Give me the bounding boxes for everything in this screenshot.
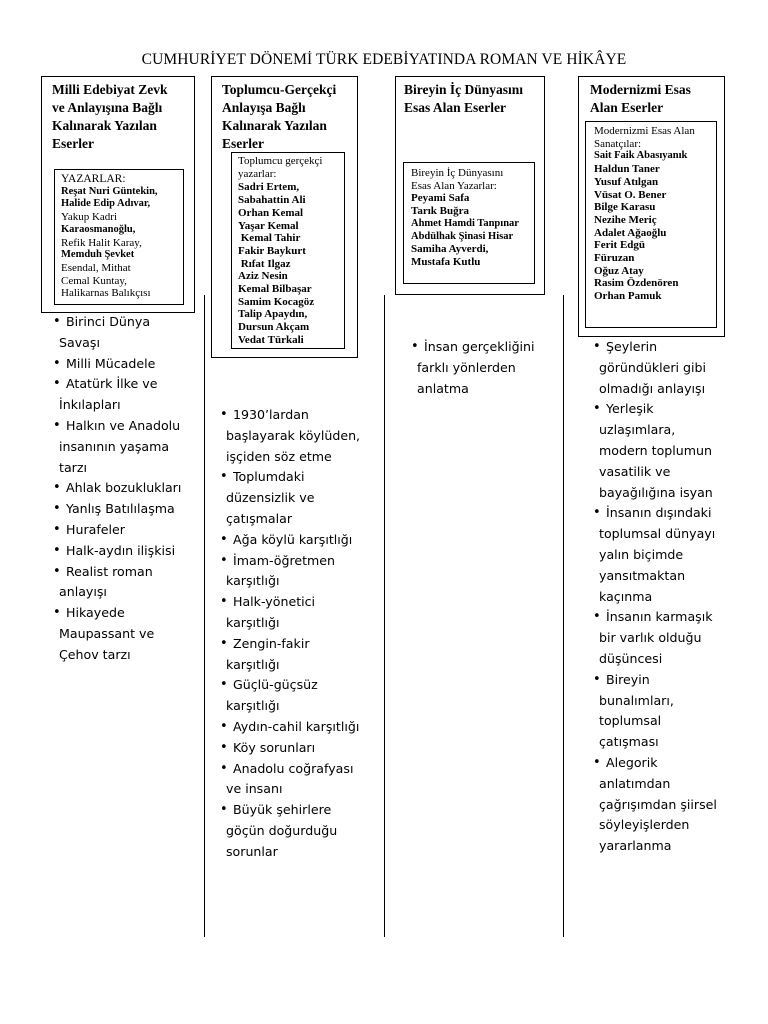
author-name: Adalet Ağaoğlu [594,226,667,239]
list-item: • Köy sorunları [220,738,380,759]
author-name: Oğuz Atay [594,264,644,277]
author-name: Dursun Akçam [238,321,310,334]
author-name: Karaosmanoğlu, [61,223,136,235]
author-name: Talip Apaydın, [238,308,308,321]
list-item: • 1930’lardan başlayarak köylüden, işçiden söz etme [220,405,380,467]
author-name: Sabahattin Ali [238,194,306,207]
author-name: Cemal Kuntay, [61,274,127,287]
column-heading: Modernizmi Esas Alan Eserler [590,82,691,115]
list-item: • Yerleşik uzlaşımlara, modern toplumun vasatilik ve bayağılığına isyan [593,399,763,503]
author-name: Nezihe Meriç [594,213,657,226]
column-heading: Milli Edebiyat Zevk ve Anlayışına Bağlı Kalınarak Yazılan Eserler [52,82,168,151]
author-name: Haldun Taner [594,163,660,176]
list-item: • Hurafeler [53,520,203,541]
author-name: Vedat Türkali [238,333,304,346]
list-item: • Güçlü-güçsüz karşıtlığı [220,675,380,717]
author-name: Tarık Buğra [411,205,469,218]
topic-list [53,312,203,666]
list-item: • İnsanın karmaşık bir varlık olduğu düşüncesi [593,607,763,669]
author-name: Samim Kocagöz [238,295,315,308]
list-item: • Halkın ve Anadolu insanının yaşama tarzı [53,416,203,478]
list-item: • Ağa köylü karşıtlığı [220,530,380,551]
list-item: • Yanlış Batılılaşma [53,499,203,520]
list-item: • Alegorik anlatımdan çağrışımdan şiirsel söyleyişlerden yararlanma [593,753,763,857]
list-item: • Milli Mücadele [53,354,203,375]
list-item: • Halk-aydın ilişkisi [53,541,203,562]
list-item: • Ahlak bozuklukları [53,478,203,499]
column-divider [204,295,205,937]
authors-box [231,152,345,349]
author-name: Rasim Özdenören [594,277,679,290]
list-item: • Zengin-fakir karşıtlığı [220,634,380,676]
author-name: Abdülhak Şinasi Hisar [411,230,514,242]
authors-label: Esas Alan Yazarlar: [411,179,497,192]
list-item: • İnsanın dışındaki toplumsal dünyayı yalın biçimde yansıtmaktan kaçınma [593,503,763,607]
list-item: • Anadolu coğrafyası ve insanı [220,759,380,801]
authors-label: Modernizmi Esas Alan [594,125,695,137]
authors-box [403,162,535,284]
author-name: Kemal Bilbaşar [238,283,312,296]
author-name: Halide Edip Adıvar, [61,198,151,210]
author-name: Ahmet Hamdi Tanpınar [411,217,519,229]
author-name: Yaşar Kemal [238,219,299,232]
author-name: Samiha Ayverdi, [411,243,489,256]
list-item: • Şeylerin göründükleri gibi olmadığı anlayışı [593,337,763,399]
page-title: CUMHURİYET DÖNEMİ TÜRK EDEBİYATINDA ROMAN VE HİKÂYE [141,51,627,68]
list-item: • Aydın-cahil karşıtlığı [220,717,380,738]
authors-box [585,121,717,328]
author-name: Memduh Şevket [61,249,135,261]
author-name: Sadri Ertem, [238,181,300,194]
author-name: Sait Faik Abasıyanık [594,150,688,162]
authors-box [54,169,184,305]
column-divider [384,295,385,937]
list-item: • Toplumdaki düzensizlik ve çatışmalar [220,467,380,529]
author-name: Peyami Safa [411,192,470,205]
author-name: Fakir Baykurt [238,244,306,257]
list-item: • Atatürk İlke ve İnkılapları [53,374,203,416]
authors-label: yazarlar: [238,167,277,180]
author-name: Mustafa Kutlu [411,255,481,268]
list-item: • Halk-yönetici karşıtlığı [220,592,380,634]
author-name: Yusuf Atılgan [594,175,659,188]
topic-list [593,337,763,857]
author-name: Bilge Karasu [594,201,656,214]
list-item: • Bireyin bunalımları, toplumsal çatışması [593,670,763,753]
list-item: • Hikayede Maupassant ve Çehov tarzı [53,603,203,665]
authors-label: Sanatçılar: [594,137,642,150]
author-name: Esendal, Mithat [61,261,131,274]
list-item: • Büyük şehirlere göçün doğurduğu sorunlar [220,800,380,862]
author-name: Refik Halit Karay, [61,236,142,249]
list-item: • Realist roman anlayışı [53,562,203,604]
author-name: Füruzan [594,252,635,265]
column-divider [563,295,564,937]
author-name: Halikarnas Balıkçısı [61,287,151,300]
author-name: Yakup Kadri [61,211,118,224]
topic-list [411,337,561,399]
list-item: • İnsan gerçekliğini farklı yönlerden anlatma [411,337,561,399]
authors-label: YAZARLAR: [61,173,126,185]
author-name: Orhan Kemal [238,206,304,219]
author-name: Aziz Nesin [238,270,288,283]
authors-label: Bireyin İç Dünyasını [411,167,504,179]
column-heading: Bireyin İç Dünyasını Esas Alan Eserler [404,82,524,115]
author-name: Kemal Tahir [238,232,301,245]
author-name: Vüsat O. Bener [594,188,667,201]
author-name: Ferit Edgü [594,239,646,252]
authors-label: Toplumcu gerçekçi [238,155,323,167]
author-name: Reşat Nuri Güntekin, [61,185,158,197]
list-item: • İmam-öğretmen karşıtlığı [220,551,380,593]
author-name: Rıfat Ilgaz [238,257,291,270]
column-heading: Toplumcu-Gerçekçi Anlayışa Bağlı Kalınarak Yazılan Eserler [222,82,337,151]
topic-list [220,405,380,863]
list-item: • Birinci Dünya Savaşı [53,312,203,354]
author-name: Orhan Pamuk [594,290,662,303]
